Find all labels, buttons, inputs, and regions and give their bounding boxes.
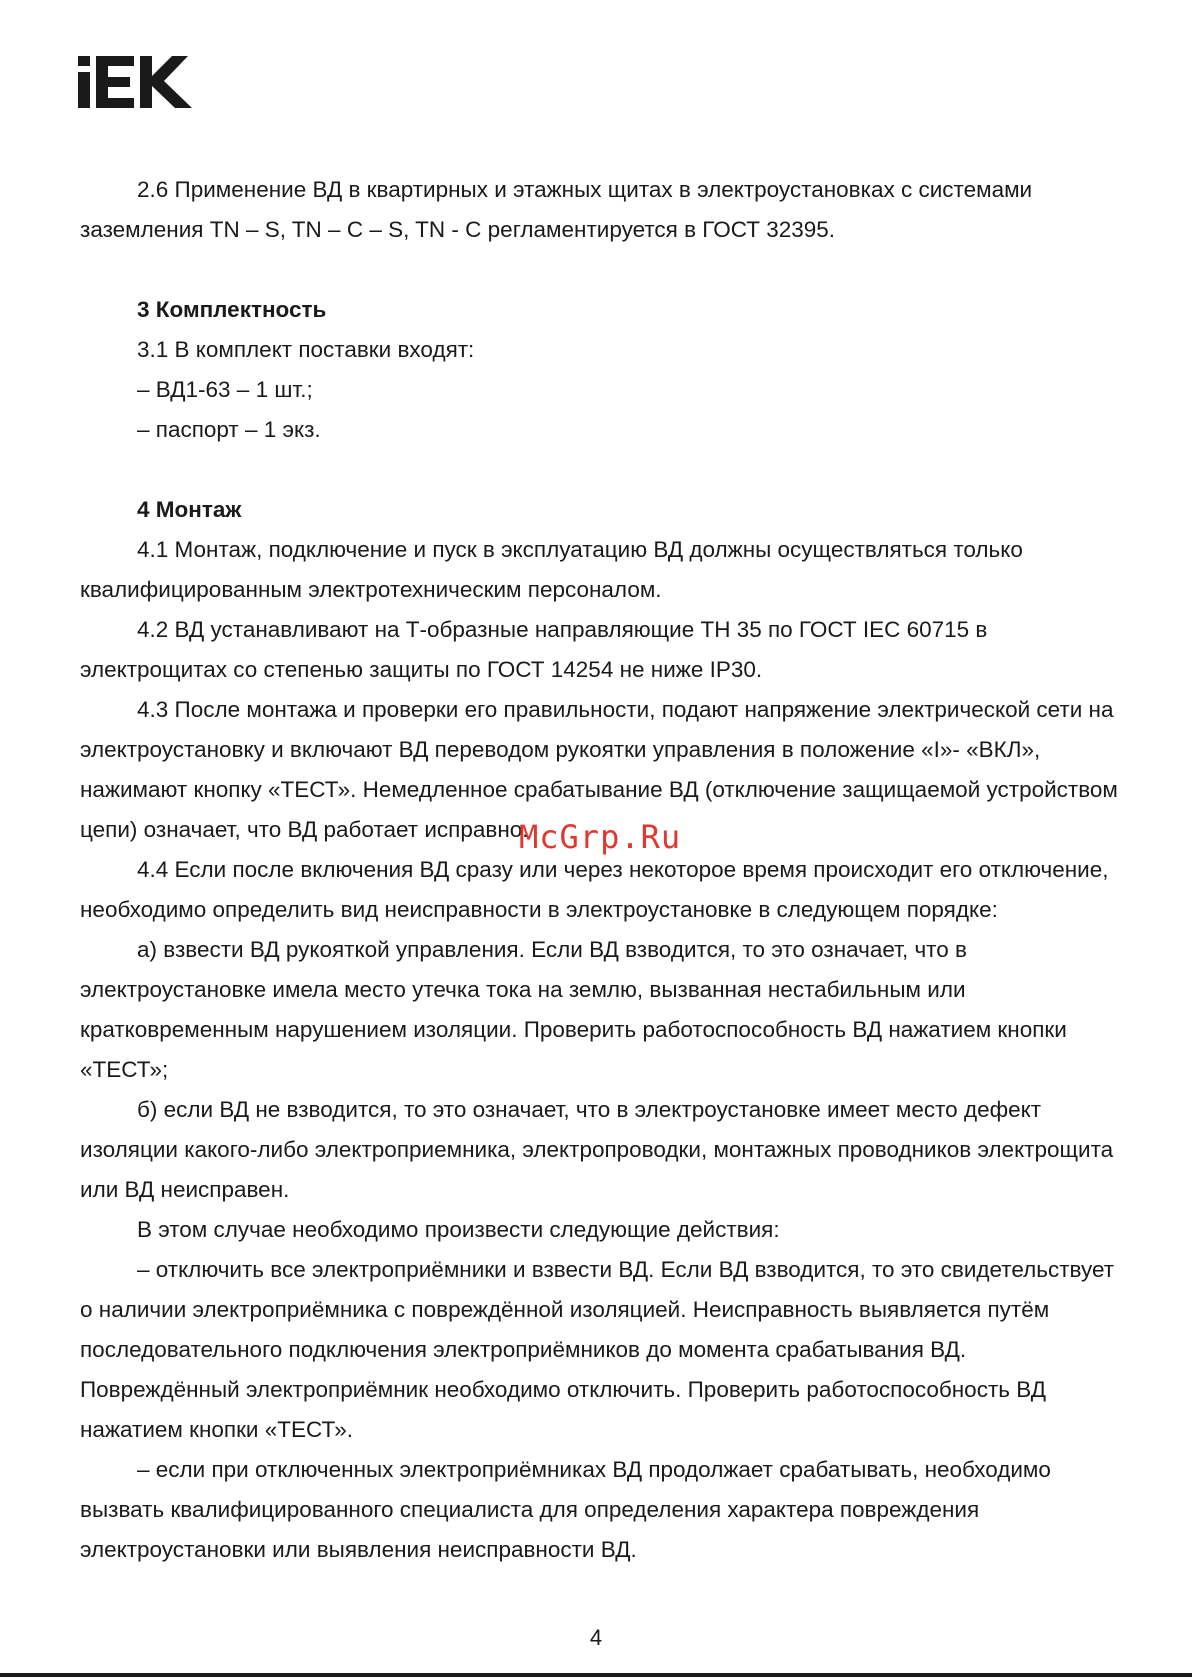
section-heading-3: 3 Комплектность bbox=[137, 297, 327, 322]
paragraph-4-4-a: а) взвести ВД рукояткой управления. Если ВД взводится, то это означает, что в электроустановке имела место утечка тока на землю, вызванная нестабильным или кратковременным нарушением изоляции. Проверить работоспособность ВД нажатием кнопки «ТЕСТ»; bbox=[80, 937, 1067, 1082]
paragraph-case: В этом случае необходимо произвести следующие действия: bbox=[137, 1217, 780, 1242]
page-number: 4 bbox=[589, 1625, 603, 1650]
paragraph-4-4-b: б) если ВД не взводится, то это означает, что в электроустановке имеет место дефект изоляции какого-либо электроприемника, электропроводки, монтажных проводников электрощита или ВД неисправен. bbox=[80, 1097, 1114, 1202]
bottom-divider bbox=[0, 1673, 1192, 1677]
paragraph-4-2: 4.2 ВД устанавливают на Т-образные направляющие ТН 35 по ГОСТ IEC 60715 в электрощитах со степенью защиты по ГОСТ 14254 не ниже IP30. bbox=[80, 617, 988, 682]
paragraph-dash-2: – если при отключенных электроприёмниках ВД продолжает срабатывать, необходимо вызвать квалифицированного специалиста для определения характера повреждения электроустановки или выявления неисправности ВД. bbox=[80, 1457, 1051, 1562]
list-item: – ВД1-63 – 1 шт.; bbox=[137, 377, 313, 402]
list-item: – паспорт – 1 экз. bbox=[137, 417, 321, 442]
paragraph-2-6: 2.6 Применение ВД в квартирных и этажных щитах в электроустановках с системами заземления TN – S, TN – C – S, TN - C регламентируется в ГОСТ 32395. bbox=[80, 177, 1033, 242]
iek-logo bbox=[78, 56, 194, 108]
paragraph-dash-1: – отключить все электроприёмники и взвести ВД. Если ВД взводится, то это свидетельствует о наличии электроприёмника с повреждённой изоляцией. Неисправность выявляется путём последовательного подключения электроприёмников до момента срабатывания ВД. Повреждённый электроприёмник необходимо отключить. Проверить работоспособность ВД нажатием кнопки «ТЕСТ». bbox=[80, 1257, 1115, 1442]
paragraph-4-1: 4.1 Монтаж, подключение и пуск в эксплуатацию ВД должны осуществляться только квалифицированным электротехническим персоналом. bbox=[80, 537, 1023, 602]
paragraph-4-4: 4.4 Если после включения ВД сразу или через некоторое время происходит его отключение, необходимо определить вид неисправности в электроустановке в следующем порядке: bbox=[80, 857, 1109, 922]
paragraph-4-3: 4.3 После монтажа и проверки его правильности, подают напряжение электрической сети на электроустановку и включают ВД переводом рукоятки управления в положение «I»- «ВКЛ», нажимают кнопку «ТЕСТ». Немедленное срабатывание ВД (отключение защищаемой устройством цепи) означает, что ВД работает исправно. bbox=[80, 697, 1118, 842]
paragraph-3-1: 3.1 В комплект поставки входят: bbox=[137, 337, 475, 362]
section-heading-4: 4 Монтаж bbox=[137, 497, 242, 522]
document-body bbox=[80, 170, 1125, 1570]
watermark: McGrp.Ru bbox=[519, 818, 682, 856]
